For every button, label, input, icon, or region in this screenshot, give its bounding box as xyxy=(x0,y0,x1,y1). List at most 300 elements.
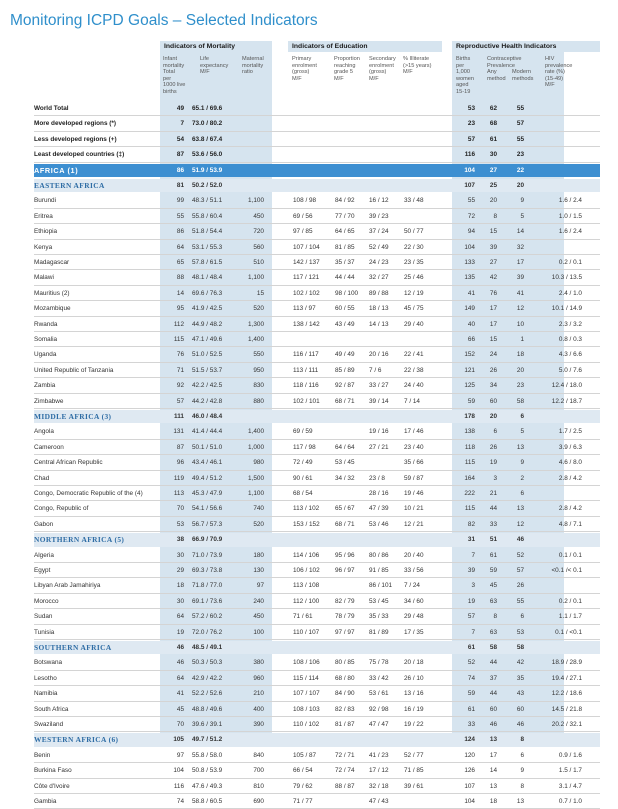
cell-births: 61 xyxy=(467,644,475,651)
cell-infant-mortality: 87 xyxy=(176,443,184,451)
cell-primary-enrolment: 108 / 103 xyxy=(293,705,320,713)
cell-secondary-enrolment: 16 / 12 xyxy=(369,197,389,205)
table-row xyxy=(0,317,618,332)
cell-secondary-enrolment: 27 / 21 xyxy=(369,443,389,451)
cell-maternal-mortality: 1,400 xyxy=(248,336,264,343)
cell-births: 138 xyxy=(464,428,475,436)
cell-primary-enrolment: 117 / 121 xyxy=(293,274,320,282)
row-label: Swaziland xyxy=(34,721,64,728)
cell-illiterate: 12 / 21 xyxy=(404,520,424,528)
cell-illiterate: 19 / 22 xyxy=(404,721,424,728)
cell-life-expectancy: 48.8 / 49.6 xyxy=(192,705,223,713)
cell-contraceptive-any: 62 xyxy=(489,105,497,112)
africa-row xyxy=(0,163,618,178)
cell-infant-mortality: 116 xyxy=(173,782,184,790)
cell-births: 115 xyxy=(464,505,475,513)
cell-contraceptive-any: 27 xyxy=(489,166,497,174)
cell-primary-enrolment: 107 / 104 xyxy=(293,243,320,251)
region-row xyxy=(0,532,618,547)
cell-secondary-enrolment: 19 / 16 xyxy=(369,428,389,436)
cell-contraceptive-any: 25 xyxy=(489,182,497,189)
cell-life-expectancy: 50.8 / 53.9 xyxy=(192,767,223,775)
row-label: Rwanda xyxy=(34,320,58,328)
cell-births: 40 xyxy=(467,320,475,328)
table-row xyxy=(0,193,618,208)
cell-life-expectancy: 48.1 / 48.4 xyxy=(192,274,223,282)
cell-infant-mortality: 105 xyxy=(173,736,184,744)
cell-hiv-prevalence: 18.9 / 28.9 xyxy=(551,659,582,667)
row-label: Gambia xyxy=(34,798,57,805)
cell-contraceptive-any: 14 xyxy=(489,767,497,775)
table-row xyxy=(0,347,618,362)
cell-hiv-prevalence: 1.1 / 1.7 xyxy=(558,613,582,621)
cell-life-expectancy: 51.8 / 54.4 xyxy=(192,228,223,236)
cell-contraceptive-any: 44 xyxy=(489,505,497,513)
cell-hiv-prevalence: 0.8 / 0.3 xyxy=(558,336,582,343)
cell-illiterate: 35 / 66 xyxy=(404,459,424,467)
cell-illiterate: 34 / 60 xyxy=(404,597,424,605)
cell-hiv-prevalence: 2.8 / 4.2 xyxy=(558,505,582,513)
cell-births: 104 xyxy=(464,166,475,174)
cell-births: 126 xyxy=(464,767,475,775)
cell-contraceptive-any: 51 xyxy=(489,536,497,544)
cell-illiterate: 26 / 10 xyxy=(404,674,424,682)
cell-contraceptive-modern: 9 xyxy=(520,197,524,205)
cell-illiterate: 23 / 40 xyxy=(404,443,424,451)
row-label: Central African Republic xyxy=(34,459,103,467)
cell-contraceptive-modern: 6 xyxy=(520,751,524,759)
cell-births: 107 xyxy=(464,182,475,189)
cell-contraceptive-modern: 46 xyxy=(516,721,524,728)
cell-primary-enrolment: 102 / 101 xyxy=(293,397,320,405)
cell-maternal-mortality: 1,000 xyxy=(248,443,264,451)
table-row xyxy=(0,424,618,439)
cell-hiv-prevalence: 10.1 / 14.9 xyxy=(551,305,582,313)
cell-life-expectancy: 41.4 / 44.4 xyxy=(192,428,223,436)
cell-illiterate: 7 / 14 xyxy=(404,397,420,405)
subhead-births: Births per 1,000 women aged 15-19 xyxy=(456,56,475,95)
cell-hiv-prevalence: 19.4 / 27.1 xyxy=(551,674,582,682)
cell-contraceptive-any: 34 xyxy=(489,382,497,390)
cell-life-expectancy: 66.9 / 70.9 xyxy=(192,536,223,544)
cell-infant-mortality: 45 xyxy=(176,705,184,713)
cell-contraceptive-any: 6 xyxy=(493,428,497,436)
cell-grade5: 65 / 67 xyxy=(335,505,355,513)
cell-illiterate: 33 / 48 xyxy=(404,197,424,205)
cell-births: 82 xyxy=(467,520,475,528)
cell-maternal-mortality: 520 xyxy=(253,520,264,528)
table-row xyxy=(0,301,618,316)
cell-secondary-enrolment: 32 / 27 xyxy=(369,274,389,282)
cell-maternal-mortality: 1,100 xyxy=(248,490,264,497)
row-label: Botswana xyxy=(34,659,63,667)
cell-life-expectancy: 47.6 / 49.3 xyxy=(192,782,223,790)
table-row xyxy=(0,270,618,285)
cell-hiv-prevalence: 4.8 / 7.1 xyxy=(558,520,582,528)
cell-primary-enrolment: 66 / 54 xyxy=(293,767,313,775)
cell-births: 124 xyxy=(464,736,475,744)
cell-life-expectancy: 69.1 / 73.6 xyxy=(192,597,223,605)
cell-contraceptive-any: 24 xyxy=(489,351,497,359)
cell-contraceptive-any: 63 xyxy=(489,628,497,636)
cell-births: 115 xyxy=(464,459,475,467)
row-label: Congo, Republic of xyxy=(34,505,89,513)
cell-primary-enrolment: 105 / 87 xyxy=(293,751,317,759)
cell-contraceptive-any: 26 xyxy=(489,443,497,451)
table-row xyxy=(0,394,618,409)
row-label: Congo, Democratic Republic of the (4) xyxy=(34,490,143,497)
row-label: Burkina Faso xyxy=(34,767,72,775)
row-label: Namibia xyxy=(34,690,58,698)
subhead-illiterate: % Illiterate (>15 years) M/F xyxy=(403,56,432,76)
cell-hiv-prevalence: 12.2 / 18.7 xyxy=(551,397,582,405)
cell-hiv-prevalence: 0.9 / 1.6 xyxy=(558,751,582,759)
subhead-infant-mortality: Infant mortality Total per 1000 live births xyxy=(163,56,186,95)
cell-infant-mortality: 99 xyxy=(176,197,184,205)
cell-life-expectancy: 48.3 / 51.1 xyxy=(192,197,223,205)
cell-life-expectancy: 43.4 / 46.1 xyxy=(192,459,223,467)
cell-contraceptive-modern: 23 xyxy=(516,382,524,390)
cell-life-expectancy: 44.2 / 42.8 xyxy=(192,397,223,405)
cell-contraceptive-modern: 43 xyxy=(516,690,524,698)
cell-illiterate: 33 / 56 xyxy=(404,567,424,574)
cell-grade5: 78 / 79 xyxy=(335,613,355,621)
cell-life-expectancy: 52.2 / 52.6 xyxy=(192,690,223,698)
subhead-grade5: Proportion reaching grade 5 M/F xyxy=(334,56,360,82)
cell-hiv-prevalence: 4.3 / 6.6 xyxy=(558,351,582,359)
cell-births: 74 xyxy=(467,674,475,682)
cell-contraceptive-modern: 14 xyxy=(516,228,524,236)
cell-births: 222 xyxy=(464,490,475,497)
row-label: Angola xyxy=(34,428,54,436)
row-label: Cameroon xyxy=(34,443,64,451)
cell-maternal-mortality: 240 xyxy=(253,597,264,605)
cell-infant-mortality: 57 xyxy=(176,397,184,405)
cell-life-expectancy: 45.3 / 47.9 xyxy=(192,490,223,497)
cell-grade5: 96 / 97 xyxy=(335,567,355,574)
cell-contraceptive-any: 17 xyxy=(489,305,497,313)
cell-life-expectancy: 46.0 / 48.4 xyxy=(192,413,223,420)
cell-contraceptive-any: 46 xyxy=(489,721,497,728)
cell-secondary-enrolment: 39 / 23 xyxy=(369,212,389,220)
cell-life-expectancy: 54.1 / 56.6 xyxy=(192,505,223,513)
cell-primary-enrolment: 112 / 100 xyxy=(293,597,320,605)
group-header-reproductive: Reproductive Health Indicators xyxy=(452,41,600,52)
cell-infant-mortality: 55 xyxy=(176,212,184,220)
cell-contraceptive-modern: 13 xyxy=(516,798,524,805)
cell-hiv-prevalence: 3.9 / 6.3 xyxy=(558,443,582,451)
row-label: Gabon xyxy=(34,520,54,528)
cell-primary-enrolment: 106 / 102 xyxy=(293,567,320,574)
cell-contraceptive-any: 59 xyxy=(489,567,497,574)
table-row xyxy=(0,471,618,486)
subhead-life-expectancy: Life expectancy M/F xyxy=(200,56,229,76)
region-row xyxy=(0,732,618,747)
subhead-any-method: Any method xyxy=(487,69,506,82)
cell-contraceptive-modern: 5 xyxy=(520,428,524,436)
cell-contraceptive-modern: 1 xyxy=(520,336,524,343)
cell-hiv-prevalence: 0.2 / 0.1 xyxy=(558,597,582,605)
cell-primary-enrolment: 114 / 106 xyxy=(293,551,320,559)
cell-contraceptive-modern: 58 xyxy=(516,644,524,651)
table-row xyxy=(0,748,618,763)
cell-births: 55 xyxy=(467,197,475,205)
cell-hiv-prevalence: 20.2 / 32.1 xyxy=(551,721,582,728)
cell-contraceptive-modern: 23 xyxy=(516,151,524,159)
row-label: AFRICA (1) xyxy=(34,165,79,175)
cell-life-expectancy: 51.5 / 53.7 xyxy=(192,366,223,374)
cell-contraceptive-any: 19 xyxy=(489,459,497,467)
cell-births: 125 xyxy=(464,382,475,390)
cell-life-expectancy: 50.2 / 52.0 xyxy=(192,182,223,189)
cell-illiterate: 20 / 18 xyxy=(404,659,424,667)
cell-infant-mortality: 111 xyxy=(174,413,184,420)
cell-secondary-enrolment: 89 / 88 xyxy=(369,289,389,297)
cell-infant-mortality: 29 xyxy=(176,567,184,574)
cell-grade5: 64 / 65 xyxy=(335,228,355,236)
cell-maternal-mortality: 740 xyxy=(253,505,264,513)
cell-primary-enrolment: 113 / 102 xyxy=(293,505,320,513)
cell-illiterate: 12 / 19 xyxy=(404,289,424,297)
cell-life-expectancy: 55.8 / 60.4 xyxy=(192,212,223,220)
table-row xyxy=(0,209,618,224)
row-label: Tunisia xyxy=(34,628,55,636)
cell-maternal-mortality: 1,300 xyxy=(248,320,264,328)
cell-contraceptive-any: 39 xyxy=(489,243,497,251)
cell-primary-enrolment: 118 / 116 xyxy=(293,382,319,390)
cell-illiterate: 22 / 38 xyxy=(404,366,424,374)
cell-maternal-mortality: 130 xyxy=(253,567,264,574)
cell-contraceptive-modern: 60 xyxy=(516,705,524,713)
cell-grade5: 72 / 74 xyxy=(335,767,355,775)
cell-grade5: 98 / 100 xyxy=(335,289,359,297)
cell-infant-mortality: 30 xyxy=(176,597,184,605)
table-row xyxy=(0,517,618,532)
cell-maternal-mortality: 510 xyxy=(253,259,264,266)
cell-infant-mortality: 38 xyxy=(176,536,184,544)
table-row xyxy=(0,686,618,701)
cell-life-expectancy: 49.7 / 51.2 xyxy=(192,736,223,744)
cell-secondary-enrolment: 28 / 16 xyxy=(369,490,389,497)
cell-infant-mortality: 30 xyxy=(176,551,184,559)
cell-grade5: 72 / 71 xyxy=(335,751,355,759)
cell-secondary-enrolment: 53 / 46 xyxy=(369,520,389,528)
table-row xyxy=(0,486,618,501)
row-label: South Africa xyxy=(34,705,69,713)
subhead-modern-methods: Modern methods xyxy=(512,69,534,82)
cell-primary-enrolment: 117 / 98 xyxy=(293,443,316,451)
row-label: Libyan Arab Jamahiriya xyxy=(34,582,101,590)
cell-births: 61 xyxy=(467,705,475,713)
cell-primary-enrolment: 115 / 114 xyxy=(293,674,319,682)
cell-births: 57 xyxy=(467,613,475,621)
cell-life-expectancy: 63.8 / 67.4 xyxy=(192,135,223,143)
cell-contraceptive-any: 3 xyxy=(493,474,497,482)
cell-contraceptive-any: 61 xyxy=(489,551,497,559)
subhead-maternal-mortality: Maternal mortality ratio xyxy=(242,56,264,76)
cell-infant-mortality: 112 xyxy=(173,320,184,328)
row-label: Eritrea xyxy=(34,212,53,220)
cell-life-expectancy: 57.2 / 60.2 xyxy=(192,613,223,621)
cell-infant-mortality: 70 xyxy=(176,721,184,728)
table-row xyxy=(0,717,618,732)
table-row xyxy=(0,794,618,809)
cell-infant-mortality: 131 xyxy=(173,428,184,436)
cell-hiv-prevalence: 1.6 / 2.4 xyxy=(558,228,582,236)
cell-illiterate: 24 / 40 xyxy=(404,382,424,390)
page-title: Monitoring ICPD Goals – Selected Indicators xyxy=(10,12,318,29)
cell-contraceptive-any: 60 xyxy=(489,705,497,713)
subhead-primary-enrolment: Primary enrolment (gross) M/F xyxy=(292,56,317,82)
cell-illiterate: 17 / 35 xyxy=(404,628,424,636)
cell-contraceptive-any: 15 xyxy=(489,336,497,343)
cell-contraceptive-modern: 41 xyxy=(516,289,524,297)
cell-maternal-mortality: 180 xyxy=(253,551,264,559)
cell-hiv-prevalence: 1.6 / 2.4 xyxy=(558,197,582,205)
cell-maternal-mortality: 1,100 xyxy=(248,197,264,205)
cell-infant-mortality: 70 xyxy=(176,505,184,513)
cell-maternal-mortality: 15 xyxy=(256,289,264,297)
cell-illiterate: 17 / 46 xyxy=(404,428,424,436)
table-row xyxy=(0,255,618,270)
cell-contraceptive-any: 37 xyxy=(489,674,497,682)
row-label: Somalia xyxy=(34,336,58,343)
subhead-hiv: HIV prevalence rate (%) (15-49) M/F xyxy=(545,56,573,89)
cell-maternal-mortality: 950 xyxy=(253,366,264,374)
cell-births: 120 xyxy=(464,751,475,759)
cell-contraceptive-any: 26 xyxy=(489,366,497,374)
cell-grade5: 85 / 89 xyxy=(335,366,355,374)
cell-maternal-mortality: 390 xyxy=(253,721,264,728)
cell-births: 7 xyxy=(471,628,475,636)
cell-births: 7 xyxy=(471,551,475,559)
cell-hiv-prevalence: 12.4 / 18.0 xyxy=(551,382,582,390)
cell-primary-enrolment: 113 / 111 xyxy=(293,366,319,374)
cell-grade5: 68 / 80 xyxy=(335,674,355,682)
cell-primary-enrolment: 110 / 107 xyxy=(293,628,320,636)
cell-contraceptive-modern: 22 xyxy=(516,166,524,174)
cell-grade5: 92 / 87 xyxy=(335,382,355,390)
cell-infant-mortality: 119 xyxy=(173,474,184,482)
row-label: Kenya xyxy=(34,243,53,251)
cell-secondary-enrolment: 35 / 33 xyxy=(369,613,389,621)
cell-hiv-prevalence: 0.1 / <0.1 xyxy=(555,628,582,636)
cell-life-expectancy: 50.1 / 51.0 xyxy=(192,443,223,451)
cell-grade5: 82 / 79 xyxy=(335,597,355,605)
cell-maternal-mortality: 880 xyxy=(253,397,264,405)
cell-infant-mortality: 14 xyxy=(176,289,184,297)
cell-infant-mortality: 95 xyxy=(176,305,184,313)
cell-contraceptive-modern: 12 xyxy=(516,520,524,528)
table-row xyxy=(0,286,618,301)
cell-life-expectancy: 71.0 / 73.9 xyxy=(192,551,223,559)
table-row xyxy=(0,240,618,255)
cell-contraceptive-modern: 13 xyxy=(516,443,524,451)
cell-contraceptive-any: 27 xyxy=(489,259,497,266)
cell-hiv-prevalence: 14.5 / 21.8 xyxy=(551,705,582,713)
row-label: Morocco xyxy=(34,597,59,605)
cell-hiv-prevalence: 1.7 / 2.5 xyxy=(558,428,582,436)
cell-births: 52 xyxy=(467,659,475,667)
cell-contraceptive-modern: 39 xyxy=(516,274,524,282)
row-label: Zambia xyxy=(34,382,56,390)
cell-life-expectancy: 50.3 / 50.3 xyxy=(192,659,223,667)
cell-secondary-enrolment: 18 / 13 xyxy=(369,305,389,313)
cell-contraceptive-modern: 58 xyxy=(516,397,524,405)
cell-births: 118 xyxy=(464,443,475,451)
cell-contraceptive-any: 20 xyxy=(489,413,497,420)
cell-contraceptive-any: 44 xyxy=(489,690,497,698)
cell-births: 116 xyxy=(464,151,475,159)
region-row xyxy=(0,409,618,424)
cell-illiterate: 13 / 16 xyxy=(404,690,424,698)
agg-row xyxy=(0,132,618,147)
cell-hiv-prevalence: 4.6 / 8.0 xyxy=(558,459,582,467)
row-label: MIDDLE AFRICA (3) xyxy=(34,412,112,421)
cell-hiv-prevalence: 0.1 / 0.1 xyxy=(558,551,582,559)
cell-maternal-mortality: 1,400 xyxy=(248,428,264,436)
cell-contraceptive-modern: 9 xyxy=(520,459,524,467)
cell-secondary-enrolment: 81 / 89 xyxy=(369,628,389,636)
row-label: World Total xyxy=(34,105,69,112)
cell-illiterate: 20 / 40 xyxy=(404,551,424,559)
row-label: Less developed regions (+) xyxy=(34,135,117,143)
cell-infant-mortality: 87 xyxy=(176,151,184,159)
cell-primary-enrolment: 110 / 102 xyxy=(293,721,320,728)
row-label: WESTERN AFRICA (6) xyxy=(34,735,119,745)
cell-contraceptive-modern: 53 xyxy=(516,628,524,636)
cell-infant-mortality: 81 xyxy=(176,182,184,189)
cell-maternal-mortality: 720 xyxy=(253,228,264,236)
cell-primary-enrolment: 113 / 97 xyxy=(293,305,316,313)
cell-maternal-mortality: 100 xyxy=(253,628,264,636)
cell-grade5: 64 / 64 xyxy=(335,443,355,451)
cell-primary-enrolment: 113 / 108 xyxy=(293,582,320,590)
cell-hiv-prevalence: 10.3 / 13.5 xyxy=(551,274,582,282)
cell-primary-enrolment: 107 / 107 xyxy=(293,690,320,698)
cell-infant-mortality: 54 xyxy=(176,135,184,143)
cell-grade5: 49 / 49 xyxy=(335,351,355,359)
cell-illiterate: 29 / 40 xyxy=(404,320,424,328)
cell-life-expectancy: 71.8 / 77.0 xyxy=(192,582,223,590)
cell-infant-mortality: 92 xyxy=(176,382,184,390)
cell-secondary-enrolment: 47 / 39 xyxy=(369,505,389,513)
cell-primary-enrolment: 90 / 61 xyxy=(293,474,313,482)
cell-infant-mortality: 86 xyxy=(176,166,184,174)
cell-life-expectancy: 39.6 / 39.1 xyxy=(192,721,223,728)
cell-hiv-prevalence: 1.0 / 1.5 xyxy=(558,212,582,220)
cell-life-expectancy: 42.9 / 42.2 xyxy=(192,674,223,682)
cell-hiv-prevalence: 2.4 / 1.0 xyxy=(558,289,582,297)
row-label: Chad xyxy=(34,474,50,482)
cell-maternal-mortality: 560 xyxy=(253,243,264,251)
cell-births: 94 xyxy=(467,228,475,236)
cell-secondary-enrolment: 80 / 86 xyxy=(369,551,389,559)
subhead-contraceptive: Contraceptive Prevalence xyxy=(487,56,522,69)
cell-secondary-enrolment: 53 / 45 xyxy=(369,597,389,605)
cell-infant-mortality: 53 xyxy=(176,520,184,528)
cell-contraceptive-modern: 8 xyxy=(520,782,524,790)
cell-hiv-prevalence: 0.7 / 1.0 xyxy=(558,798,582,805)
table-row xyxy=(0,763,618,778)
cell-grade5: 88 / 87 xyxy=(335,782,355,790)
cell-contraceptive-any: 63 xyxy=(489,597,497,605)
cell-infant-mortality: 74 xyxy=(176,798,184,805)
cell-life-expectancy: 69.6 / 76.3 xyxy=(192,289,223,297)
table-row xyxy=(0,779,618,794)
cell-hiv-prevalence: 12.2 / 18.6 xyxy=(551,690,582,698)
cell-contraceptive-any: 68 xyxy=(489,120,497,128)
